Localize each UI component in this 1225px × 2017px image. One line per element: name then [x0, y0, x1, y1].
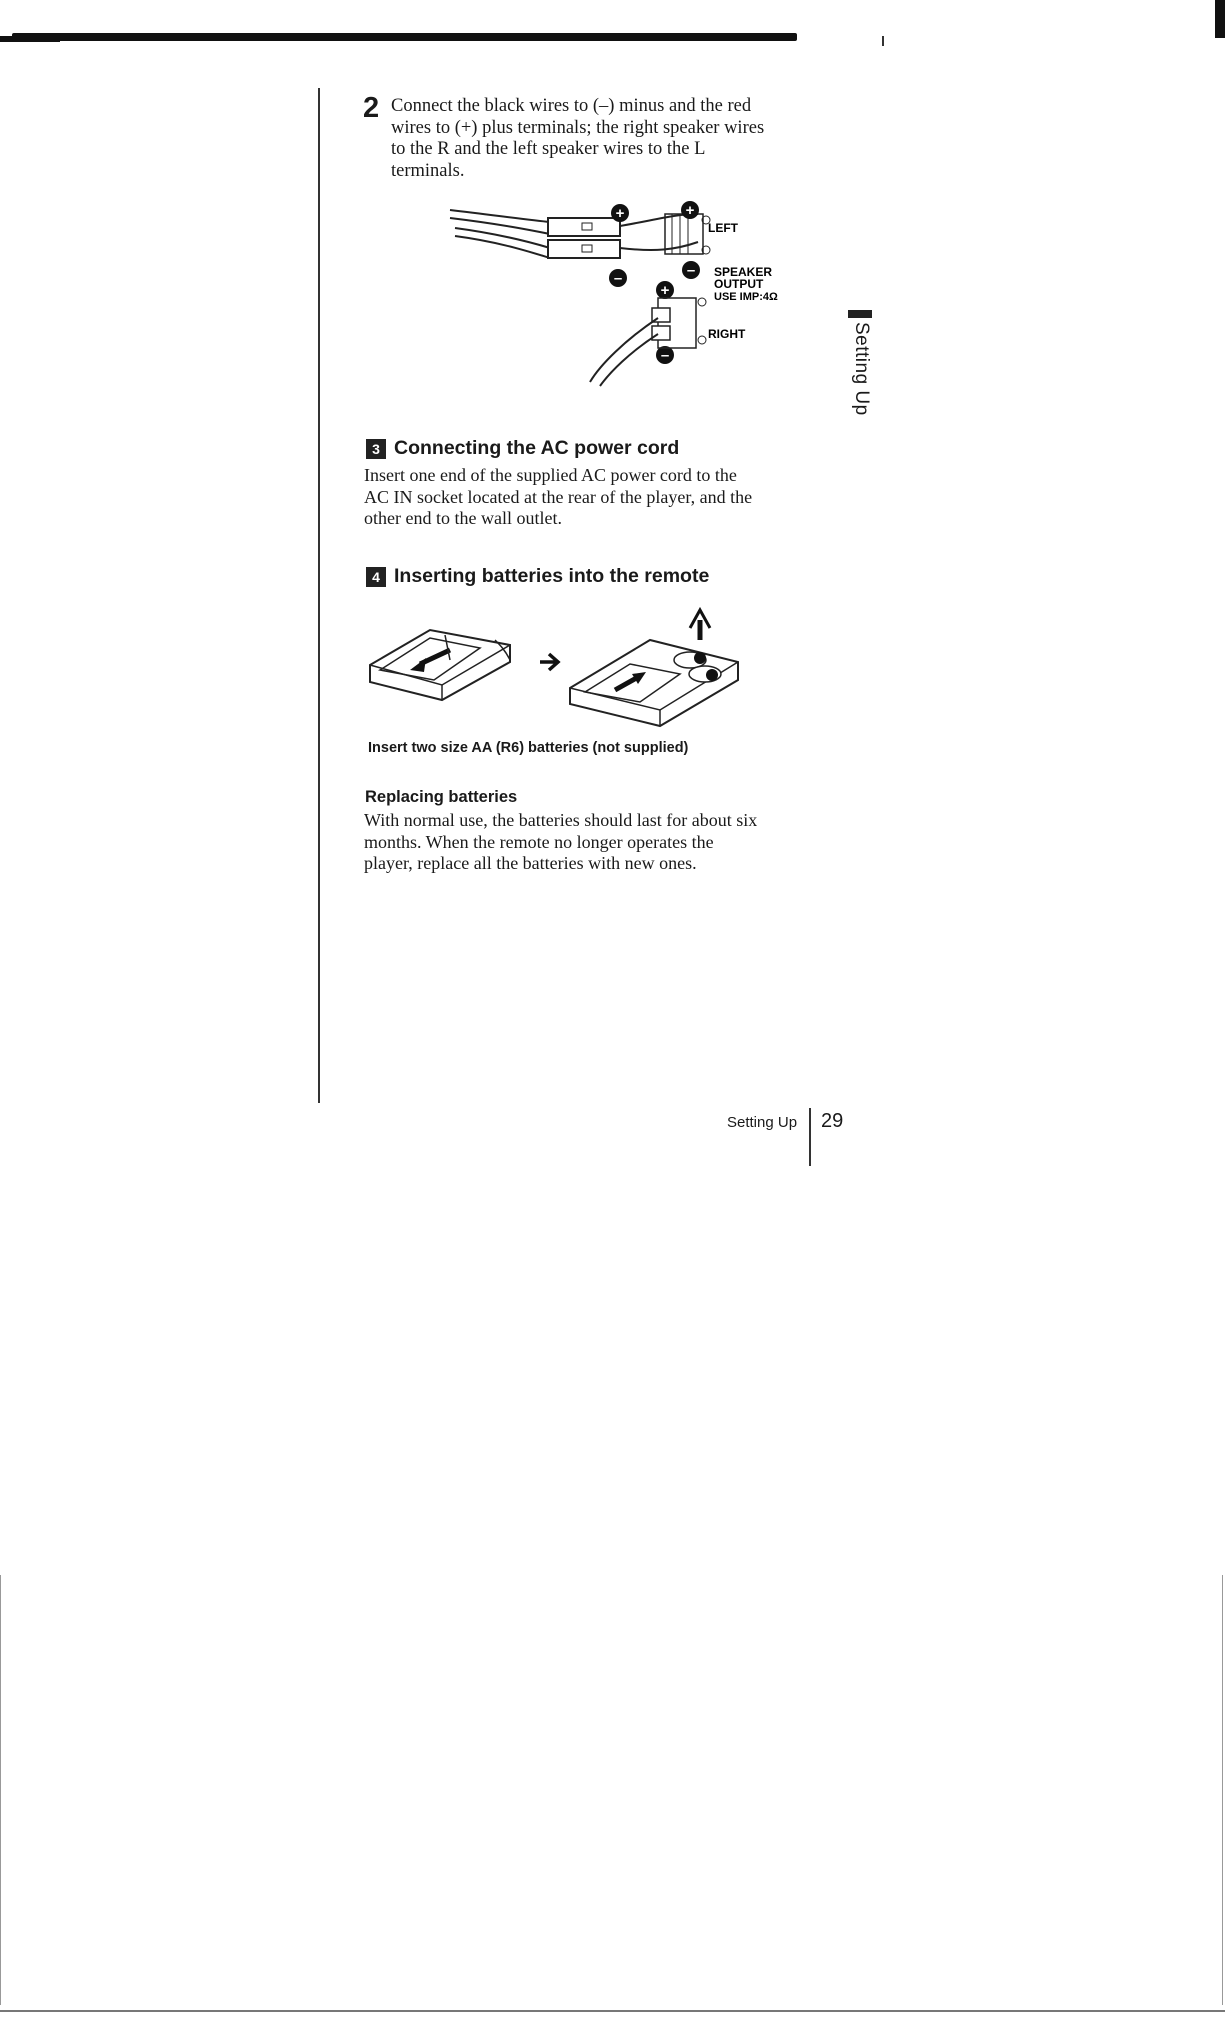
- section-4-heading: [366, 565, 709, 588]
- step-number: 2: [363, 92, 380, 124]
- svg-text:+: +: [615, 205, 625, 222]
- footer-section: Setting Up: [727, 1114, 798, 1131]
- output-label: OUTPUT: [714, 277, 764, 291]
- section-number: 4: [366, 567, 386, 587]
- tick-mark: [882, 36, 884, 46]
- corner-bar: [1215, 0, 1225, 38]
- side-tab-marker: [848, 310, 872, 318]
- step-line: Connect the black wires to (–) minus and the red: [391, 96, 752, 116]
- svg-text:+: +: [685, 202, 695, 219]
- side-tab-label: Setting Up: [851, 322, 872, 416]
- replacing-batteries-heading: Replacing batteries: [365, 788, 518, 806]
- replacing-batteries-body: [364, 810, 804, 875]
- battery-caption: Insert two size AA (R6) batteries (not supplied): [368, 740, 689, 756]
- footer-divider: [809, 1108, 811, 1166]
- body-line: other end to the wall outlet.: [364, 508, 562, 528]
- page-number: 29: [821, 1110, 844, 1132]
- top-rule: [12, 33, 797, 41]
- svg-text:+: +: [660, 282, 670, 299]
- column-rule: [318, 88, 320, 1103]
- section-title: Inserting batteries into the remote: [394, 565, 710, 587]
- step-text: [391, 96, 811, 182]
- body-line: Insert one end of the supplied AC power cord to the: [364, 465, 737, 485]
- body-line: months. When the remote no longer operates the: [364, 831, 714, 852]
- section-title: Connecting the AC power cord: [394, 437, 680, 459]
- bottom-rule: [0, 2010, 1225, 2012]
- step-line: wires to (+) plus terminals; the right speaker wires: [391, 117, 765, 138]
- svg-text:–: –: [686, 262, 696, 279]
- section-3-body: [364, 465, 804, 530]
- remote-batteries-icon: [570, 610, 738, 726]
- body-line: With normal use, the batteries should last for about six: [364, 810, 758, 830]
- remote-battery-illustration: [360, 600, 770, 740]
- step-line: terminals.: [391, 160, 465, 181]
- remote-open-icon: [370, 630, 510, 700]
- body-line: player, replace all the batteries with new ones.: [364, 853, 697, 873]
- speaker-wiring-illustration: [440, 190, 820, 390]
- svg-text:–: –: [613, 270, 623, 287]
- impedance-label: USE IMP:4Ω: [714, 291, 778, 303]
- section-number: 3: [366, 439, 386, 459]
- right-label: RIGHT: [708, 327, 746, 341]
- step-line: to the R and the left speaker wires to the L: [391, 139, 706, 159]
- speaker-label: SPEAKER: [714, 265, 773, 279]
- right-edge-line: [1222, 1575, 1223, 2005]
- section-3-heading: [366, 437, 679, 460]
- left-edge-line: [0, 1575, 1, 2005]
- svg-text:–: –: [660, 347, 670, 364]
- left-label: LEFT: [708, 221, 738, 235]
- body-line: AC IN socket located at the rear of the player, and the: [364, 486, 753, 507]
